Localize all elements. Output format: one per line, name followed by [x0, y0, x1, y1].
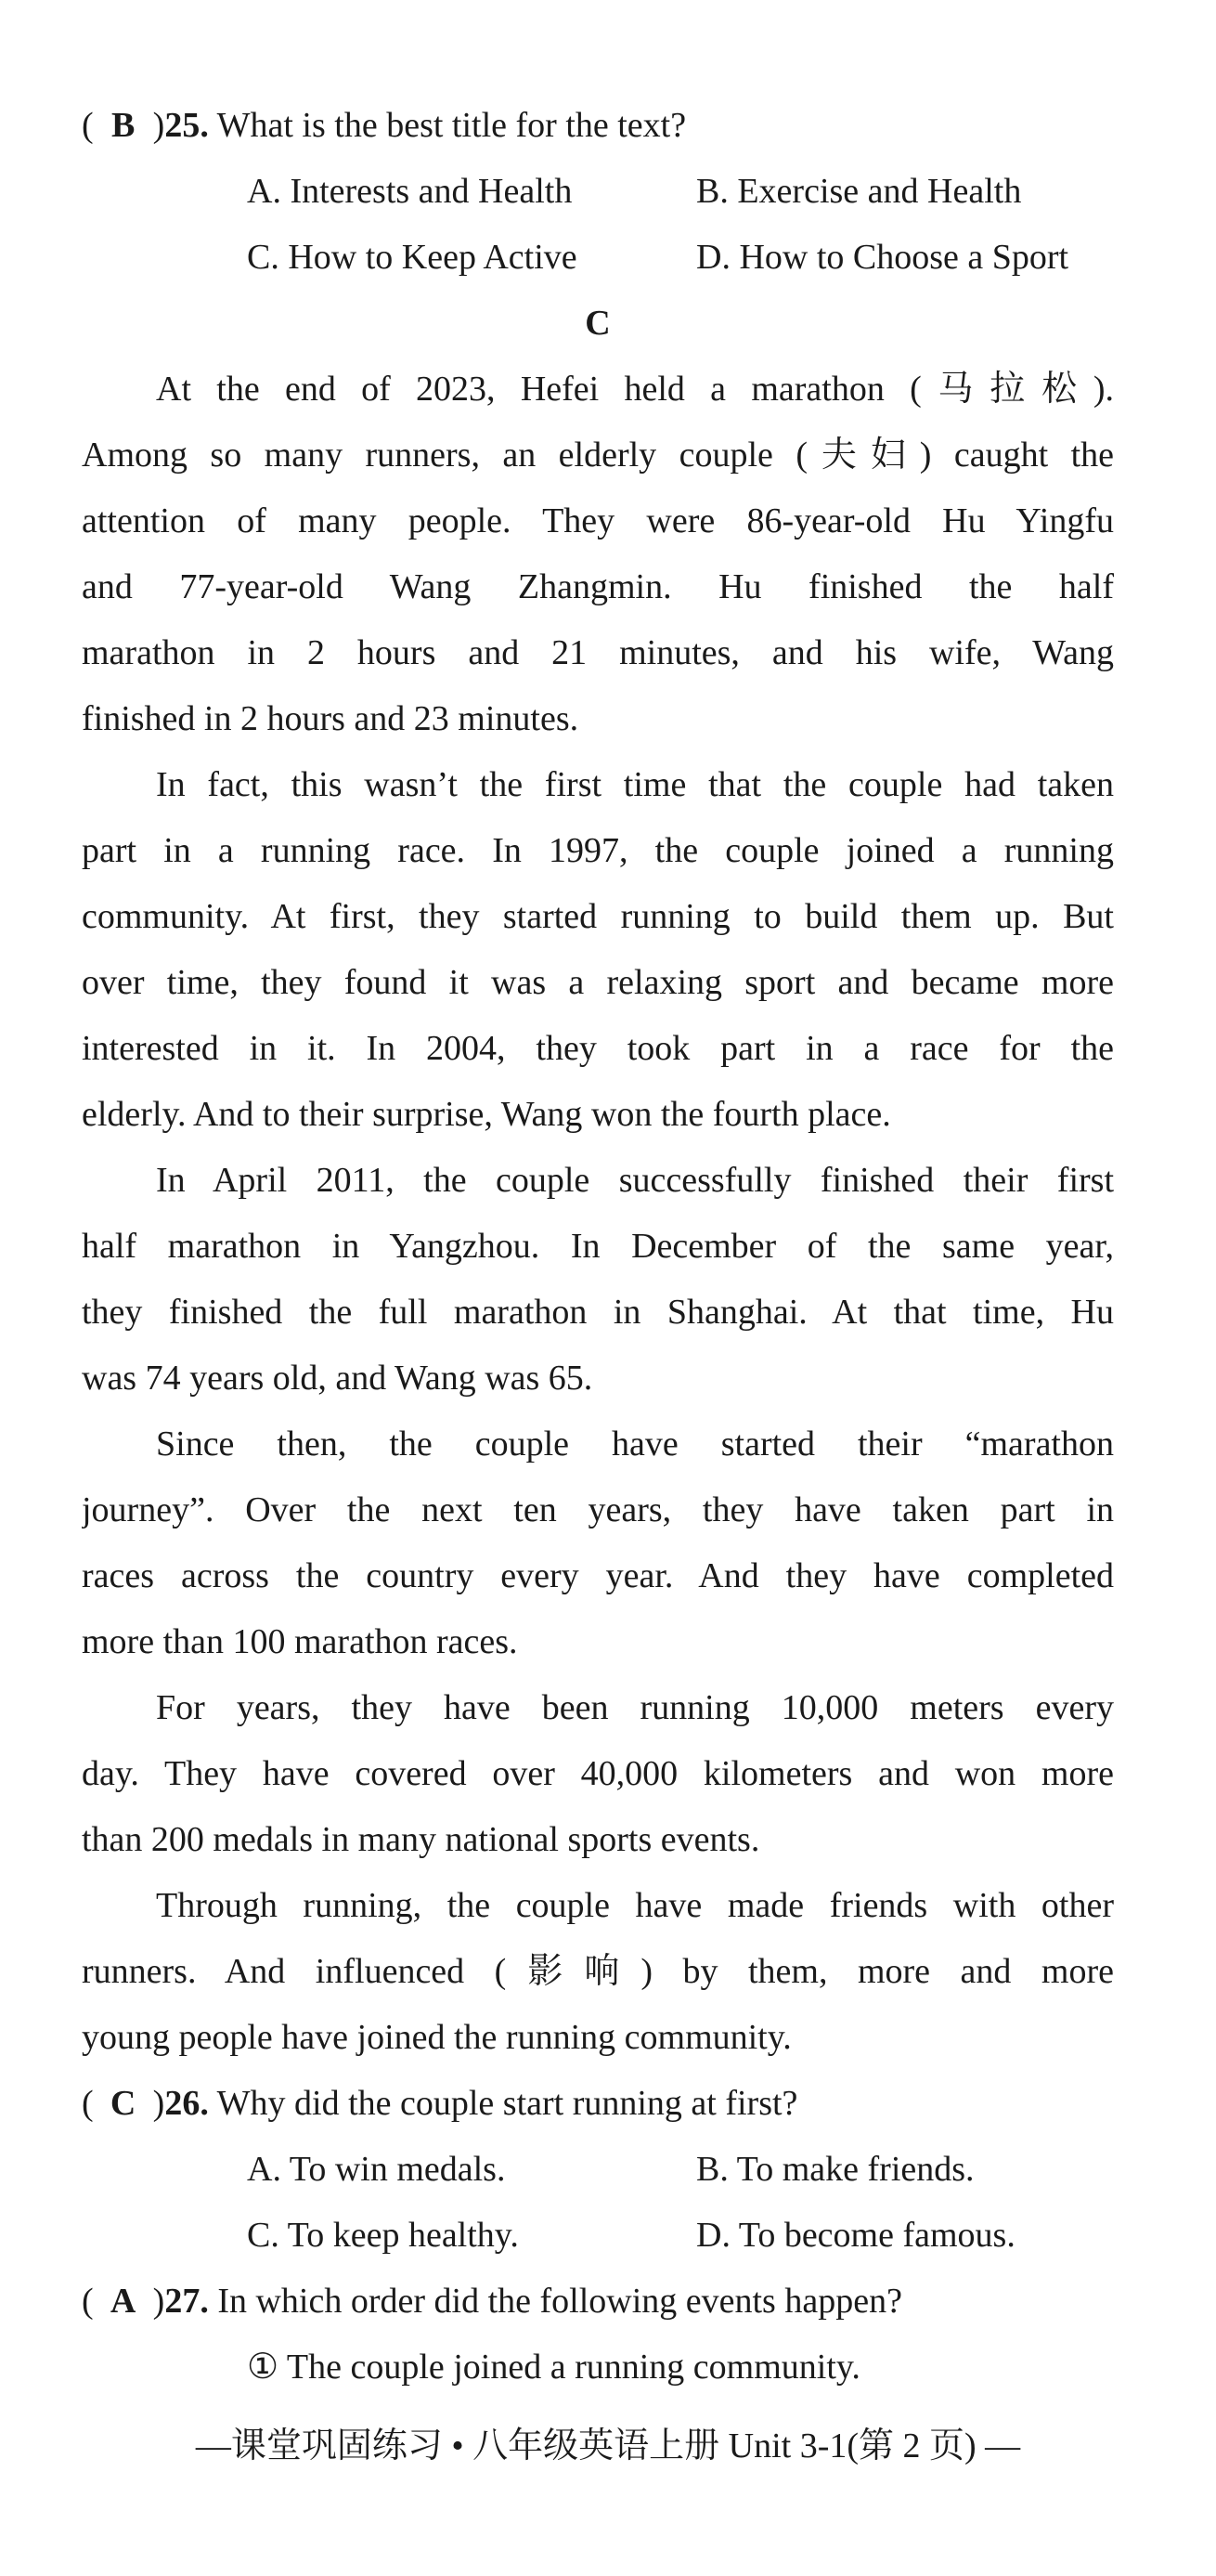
answer-paren-close: ): [152, 106, 165, 145]
passage-line: For years, they have been running 10,000 meters every: [156, 1688, 1114, 1727]
passage-line: races across the country every year. And they have completed: [82, 1556, 1114, 1595]
option-26-d: D. To become famous.: [696, 2216, 1015, 2255]
answer-q27: A: [110, 2282, 136, 2321]
passage-line: more than 100 marathon races.: [82, 1622, 518, 1661]
answer-q26: C: [110, 2084, 136, 2123]
passage-line: Among so many runners, an elderly couple (夫妇) caught the: [82, 436, 1114, 475]
passage-line: attention of many people. They were 86-year-old Hu Yingfu: [82, 501, 1114, 540]
passage-line: interested in it. In 2004, they took part in a race for the: [82, 1029, 1114, 1068]
passage-line: Since then, the couple have started their “marathon: [156, 1425, 1114, 1464]
answer-q25: B: [110, 106, 136, 145]
option-26-b: B. To make friends.: [696, 2150, 975, 2189]
question-25: [82, 93, 1114, 159]
passage-line: part in a running race. In 1997, the couple joined a running: [82, 831, 1114, 870]
options-row-25-2: [82, 225, 1114, 291]
question-text-27: In which order did the following events happen?: [217, 2282, 902, 2321]
option-25-c: C. How to Keep Active: [247, 238, 577, 277]
option-25-b: B. Exercise and Health: [696, 172, 1022, 211]
passage-line: marathon in 2 hours and 21 minutes, and his wife, Wang: [82, 633, 1114, 672]
question-27: [82, 2269, 1114, 2335]
answer-paren-close: ): [152, 2084, 165, 2123]
paragraph-3: [82, 1148, 1114, 1412]
passage-line: day. They have covered over 40,000 kilometers and won more: [82, 1754, 1114, 1793]
worksheet-page: [82, 93, 1114, 2400]
option-25-a: A. Interests and Health: [247, 172, 573, 211]
section-title: C: [585, 304, 611, 343]
paragraph-5: [82, 1675, 1114, 1873]
question-26: [82, 2071, 1114, 2137]
options-row-25-1: [82, 159, 1114, 225]
page-footer: —课堂巩固练习 • 八年级英语上册 Unit 3-1(第 2 页) —: [195, 2426, 1021, 2465]
paragraph-2: [82, 752, 1114, 1148]
answer-paren-open: (: [82, 106, 94, 145]
passage-line: over time, they found it was a relaxing sport and became more: [82, 963, 1114, 1002]
options-row-26-1: [82, 2137, 1114, 2203]
passage-line: they finished the full marathon in Shanghai. At that time, Hu: [82, 1293, 1114, 1332]
option-26-a: A. To win medals.: [247, 2150, 506, 2189]
passage-line: Through running, the couple have made friends with other: [156, 1886, 1114, 1925]
passage-line: At the end of 2023, Hefei held a marathon (马拉松).: [156, 370, 1114, 409]
question-text-25: What is the best title for the text?: [216, 106, 687, 145]
option-26-c: C. To keep healthy.: [247, 2216, 519, 2255]
passage-line: journey”. Over the next ten years, they have taken part in: [82, 1490, 1114, 1529]
options-row-26-2: [82, 2203, 1114, 2269]
passage-line: elderly. And to their surprise, Wang won the fourth place.: [82, 1095, 891, 1134]
answer-paren-open: (: [82, 2084, 94, 2123]
paragraph-1: [82, 357, 1114, 752]
passage-line: runners. And influenced (影响) by them, more and more: [82, 1952, 1114, 1991]
answer-paren-close: ): [152, 2282, 165, 2321]
passage-line: In fact, this wasn’t the first time that the couple had taken: [156, 765, 1114, 804]
question-number-27: 27.: [164, 2282, 209, 2321]
question-number-26: 26.: [164, 2084, 209, 2123]
question-number-25: 25.: [164, 106, 209, 145]
passage-line: In April 2011, the couple successfully finished their first: [156, 1161, 1114, 1200]
passage-line: and 77-year-old Wang Zhangmin. Hu finished the half: [82, 567, 1114, 606]
passage-line: was 74 years old, and Wang was 65.: [82, 1359, 593, 1398]
paragraph-4: [82, 1412, 1114, 1675]
paragraph-6: [82, 1873, 1114, 2071]
passage-line: community. At first, they started running to build them up. But: [82, 897, 1114, 936]
passage-line: young people have joined the running community.: [82, 2018, 792, 2057]
event-item-1: ① The couple joined a running community.: [247, 2348, 860, 2387]
passage-line: than 200 medals in many national sports events.: [82, 1820, 760, 1859]
passage-line: finished in 2 hours and 23 minutes.: [82, 699, 579, 738]
answer-paren-open: (: [82, 2282, 94, 2321]
option-25-d: D. How to Choose a Sport: [696, 238, 1069, 277]
passage-line: half marathon in Yangzhou. In December of the same year,: [82, 1227, 1114, 1266]
question-text-26: Why did the couple start running at first?: [216, 2084, 798, 2123]
